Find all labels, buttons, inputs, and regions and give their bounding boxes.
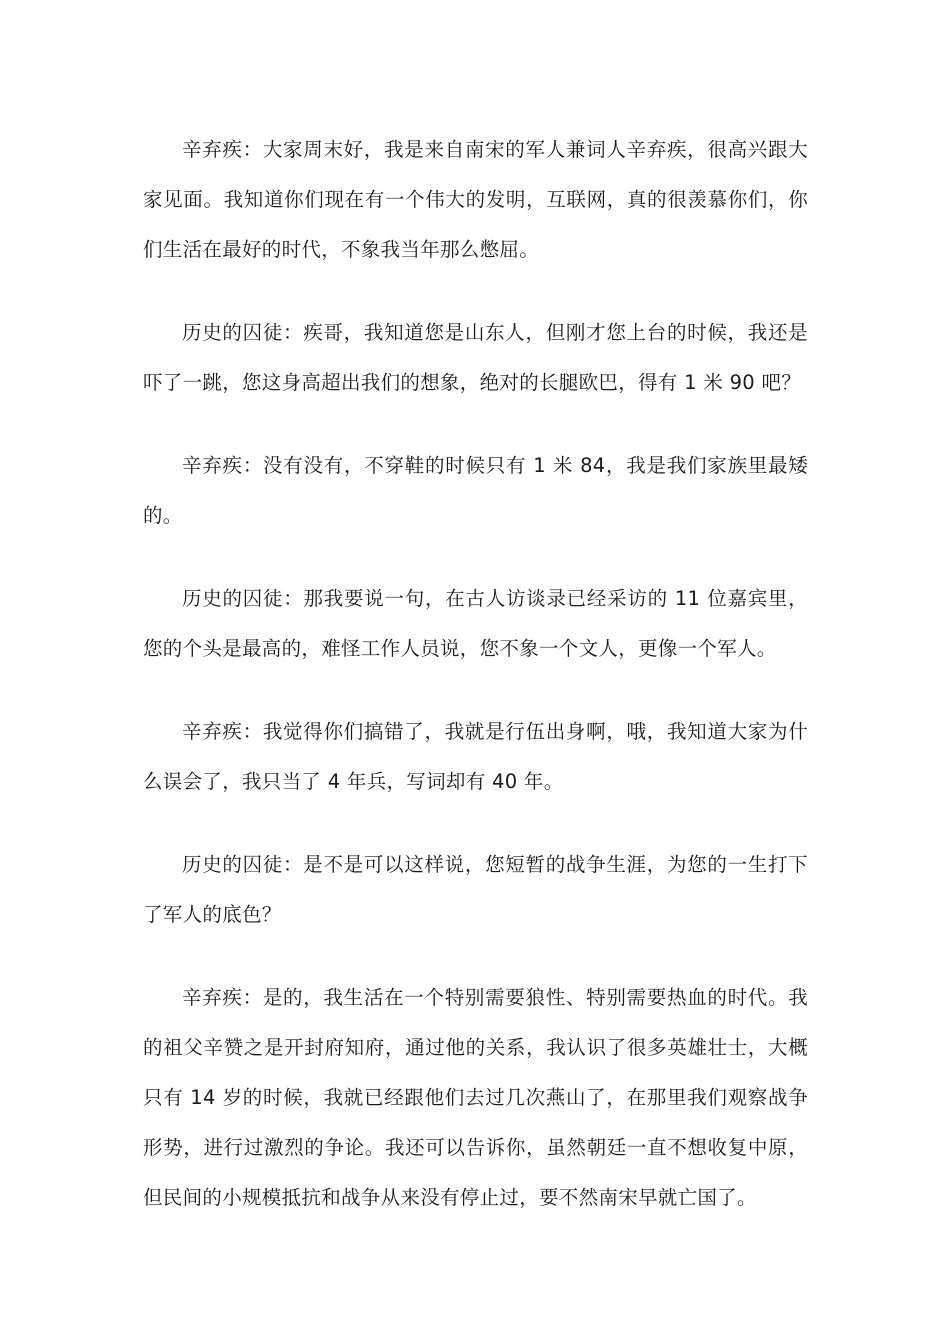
dialogue-text: 没有没有，不穿鞋的时候只有 1 米 84，我是我们家族里最矮的。 (143, 454, 808, 527)
speaker-name: 历史的囚徒 (182, 321, 284, 344)
speaker-separator: ： (242, 138, 263, 161)
speaker-name: 辛弃疾 (182, 138, 243, 161)
dialogue-paragraph (143, 125, 808, 275)
speaker-separator: ： (242, 454, 264, 477)
dialogue-paragraph (143, 840, 808, 940)
speaker-name: 辛弃疾 (182, 454, 243, 477)
speaker-separator: ： (242, 986, 263, 1009)
speaker-name: 历史的囚徒 (182, 587, 284, 610)
speaker-separator: ： (283, 853, 304, 876)
dialogue-paragraph (143, 574, 808, 674)
dialogue-paragraph (143, 973, 808, 1223)
speaker-name: 历史的囚徒 (182, 853, 284, 876)
dialogue-text: 大家周末好，我是来自南宋的军人兼词人辛弃疾，很高兴跟大家见面。我知道你们现在有一个伟大的发明，互联网，真的很羡慕你们，你们生活在最好的时代，不象我当年那么憋屈。 (143, 138, 808, 261)
speaker-name: 辛弃疾 (182, 986, 243, 1009)
interview-transcript (143, 125, 808, 1256)
speaker-separator: ： (283, 587, 304, 610)
dialogue-paragraph (143, 707, 808, 807)
dialogue-text: 是不是可以这样说，您短暂的战争生涯，为您的一生打下了军人的底色？ (143, 853, 808, 926)
speaker-separator: ： (283, 321, 304, 344)
speaker-separator: ： (242, 720, 263, 743)
dialogue-text: 疾哥，我知道您是山东人，但刚才您上台的时候，我还是吓了一跳，您这身高超出我们的想象，绝对的长腿欧巴，得有 1 米 90 吧？ (143, 321, 808, 394)
dialogue-paragraph (143, 441, 808, 541)
dialogue-text: 是的，我生活在一个特别需要狼性、特别需要热血的时代。我的祖父辛赞之是开封府知府，通过他的关系，我认识了很多英雄壮士，大概只有 14 岁的时候，我就已经跟他们去过几次燕山了，在那里我们观察战争形势，进行过激烈的争论。我还可以告诉你，虽然朝廷一直不想收复中原，但民间的小规模抵抗和战争从来没有停止过，要不然南宋早就亡国了。 (143, 986, 808, 1209)
speaker-name: 辛弃疾 (182, 720, 243, 743)
dialogue-text: 那我要说一句，在古人访谈录已经采访的 11 位嘉宾里，您的个头是最高的，难怪工作人员说，您不象一个文人，更像一个军人。 (143, 587, 808, 660)
dialogue-text: 我觉得你们搞错了，我就是行伍出身啊，哦，我知道大家为什么误会了，我只当了 4 年兵，写词却有 40 年。 (143, 720, 808, 793)
dialogue-paragraph (143, 308, 808, 408)
